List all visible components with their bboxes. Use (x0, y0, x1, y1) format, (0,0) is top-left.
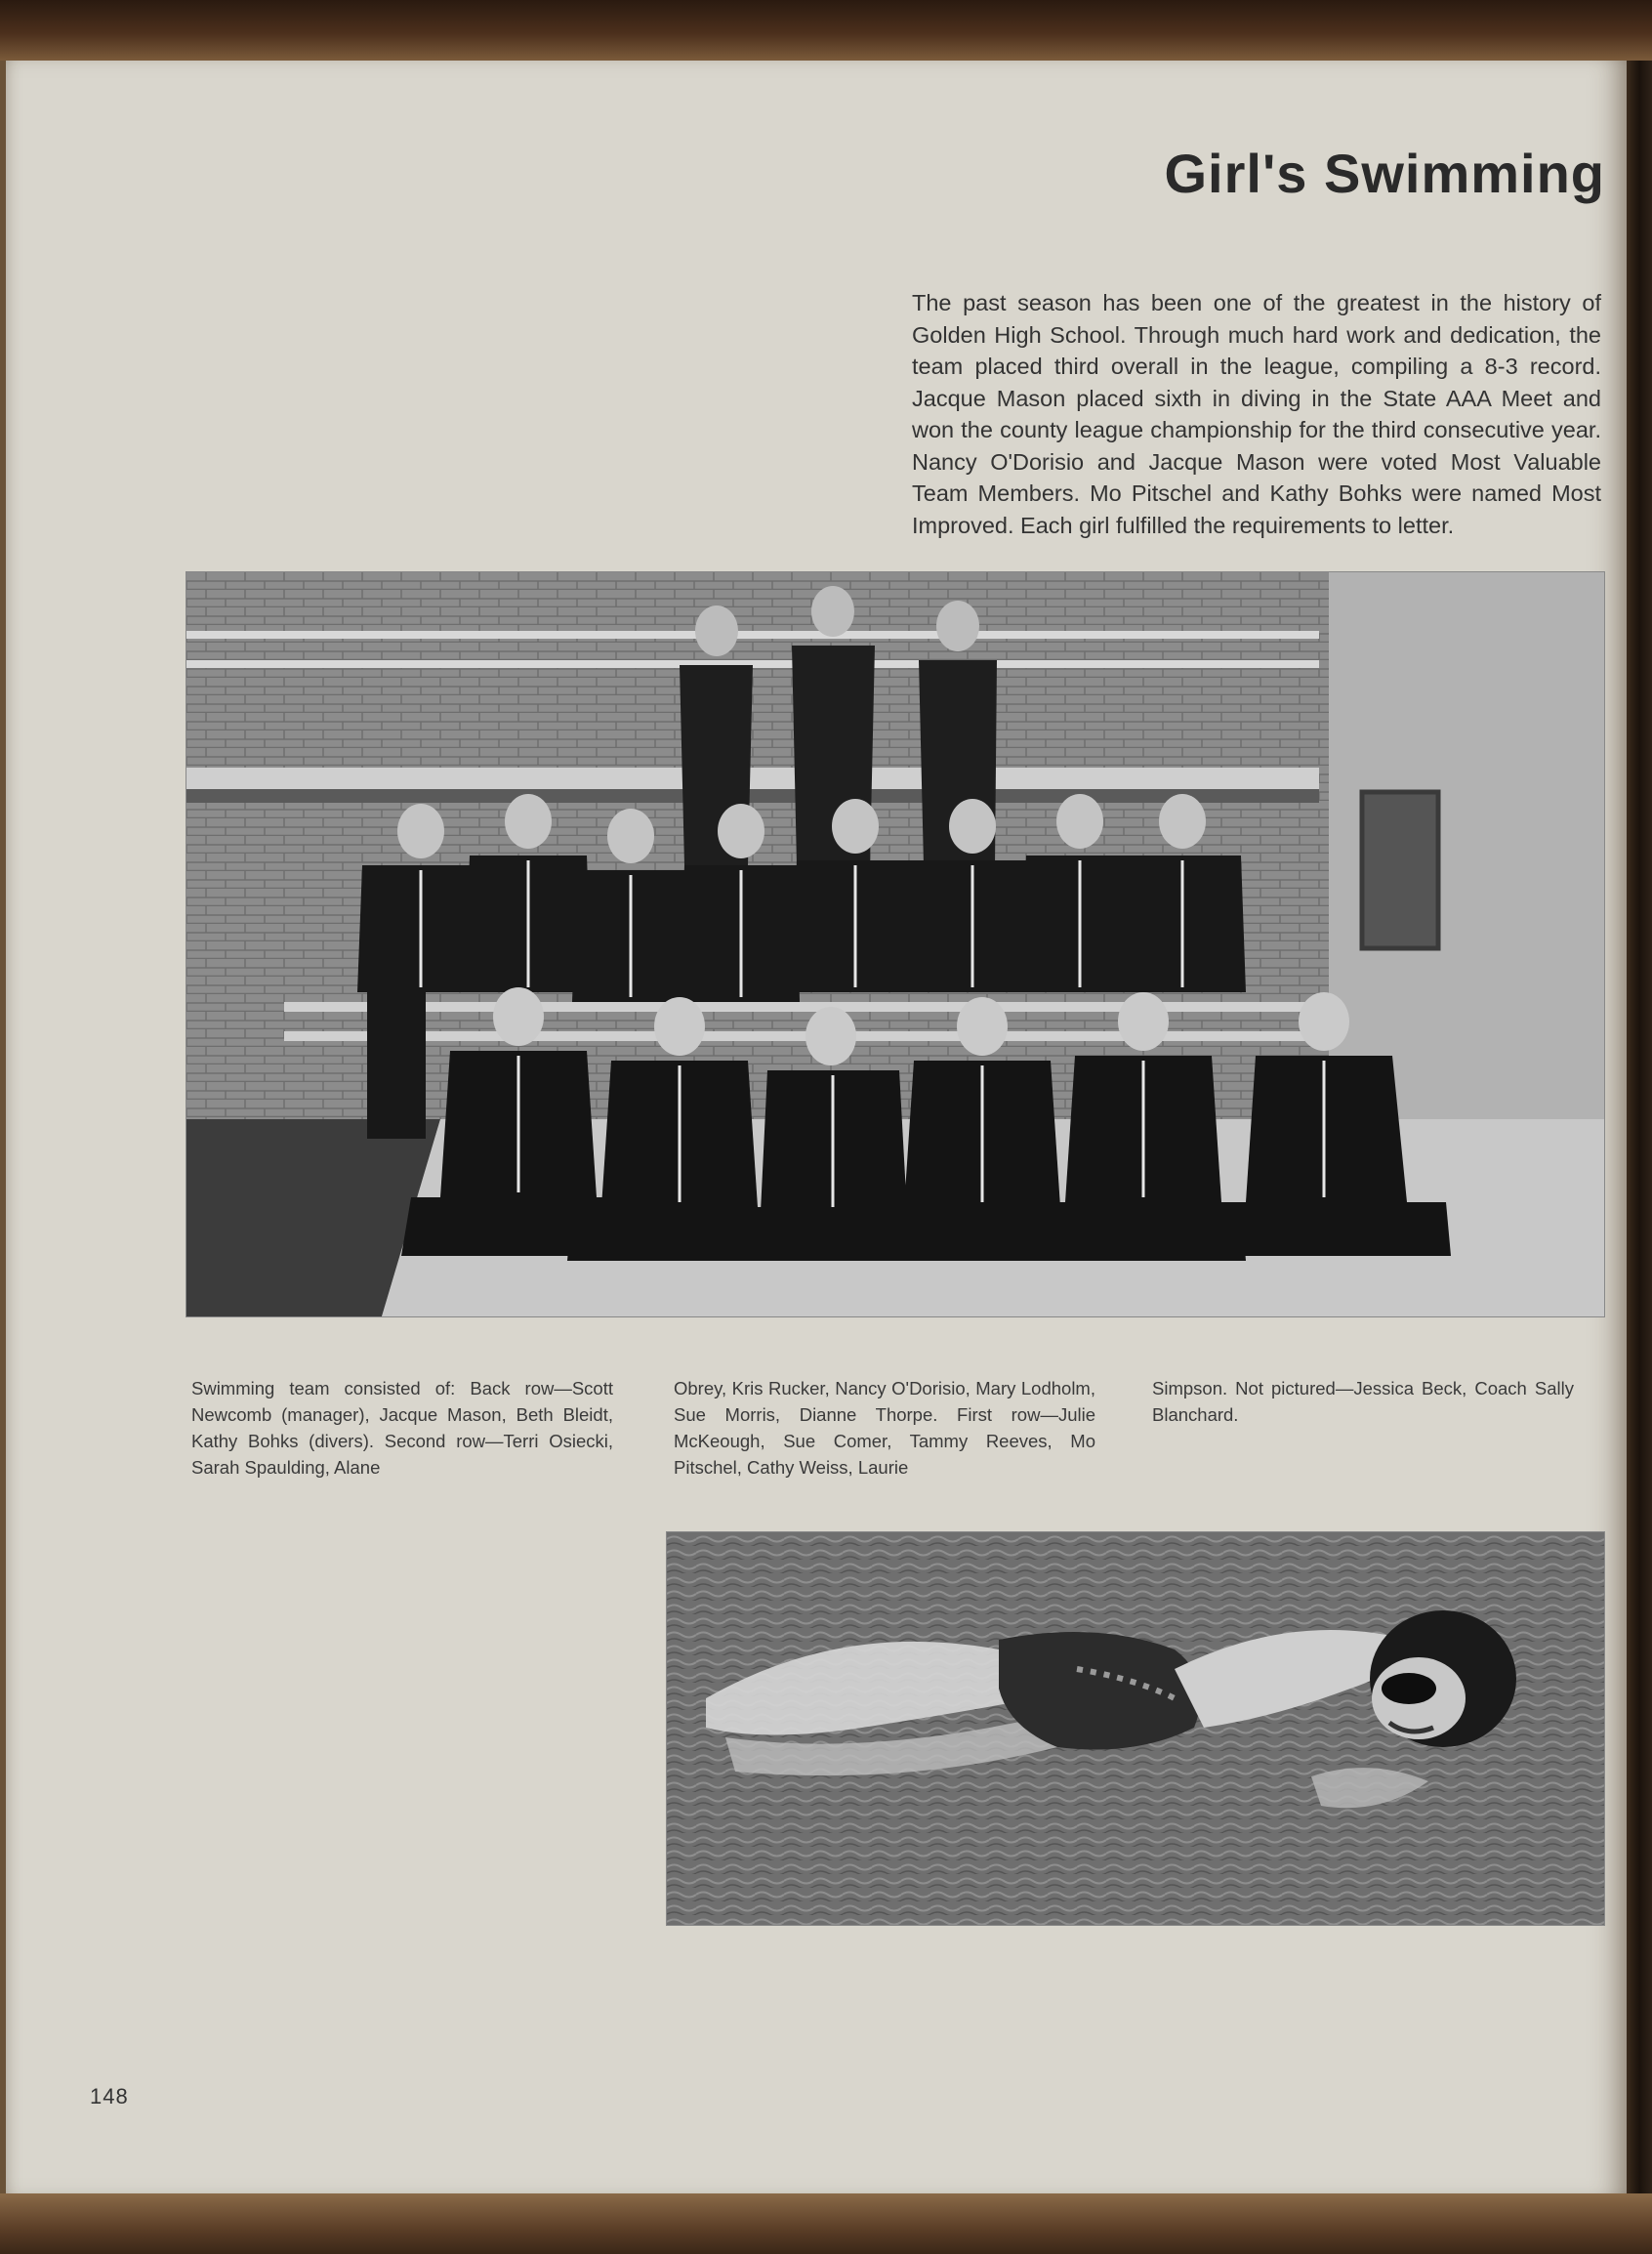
team-photo-illustration (186, 572, 1604, 1316)
intro-paragraph: The past season has been one of the greatest in the history of Golden High School. Through much hard work and dedication, the team placed third overall in the league, compiling a 8-3 record. Jacque Mason placed sixth in diving in the State AAA Meet and won the county league championship for the third consecutive year. Nancy O'Dorisio and Jacque Mason were voted Most Valuable Team Members. Mo Pitschel and Kathy Bohks were named Most Improved. Each girl fulfilled the requirements to letter. (912, 290, 1601, 538)
caption-column-3: Simpson. Not pictured—Jessica Beck, Coach Sally Blanchard. (1152, 1378, 1574, 1425)
book-gutter (1627, 61, 1652, 2195)
caption-column-1: Swimming team consisted of: Back row—Scott Newcomb (manager), Jacque Mason, Beth Bleidt, Kathy Bohks (divers). Second row—Terri Osiecki, Sarah Spaulding, Alane (191, 1378, 613, 1478)
book-bottom-edge (0, 2193, 1652, 2254)
swimmer-photo-illustration (667, 1532, 1604, 1925)
caption-column-2: Obrey, Kris Rucker, Nancy O'Dorisio, Mary Lodholm, Sue Morris, Dianne Thorpe. First row—Julie McKeough, Sue Comer, Tammy Reeves, Mo Pitschel, Cathy Weiss, Laurie (674, 1378, 1095, 1478)
book-top-edge (0, 0, 1652, 61)
team-photo (186, 571, 1605, 1317)
page-number: 148 (90, 2084, 129, 2108)
page-title: Girl's Swimming (1164, 143, 1605, 204)
swimmer-photo (666, 1531, 1605, 1926)
